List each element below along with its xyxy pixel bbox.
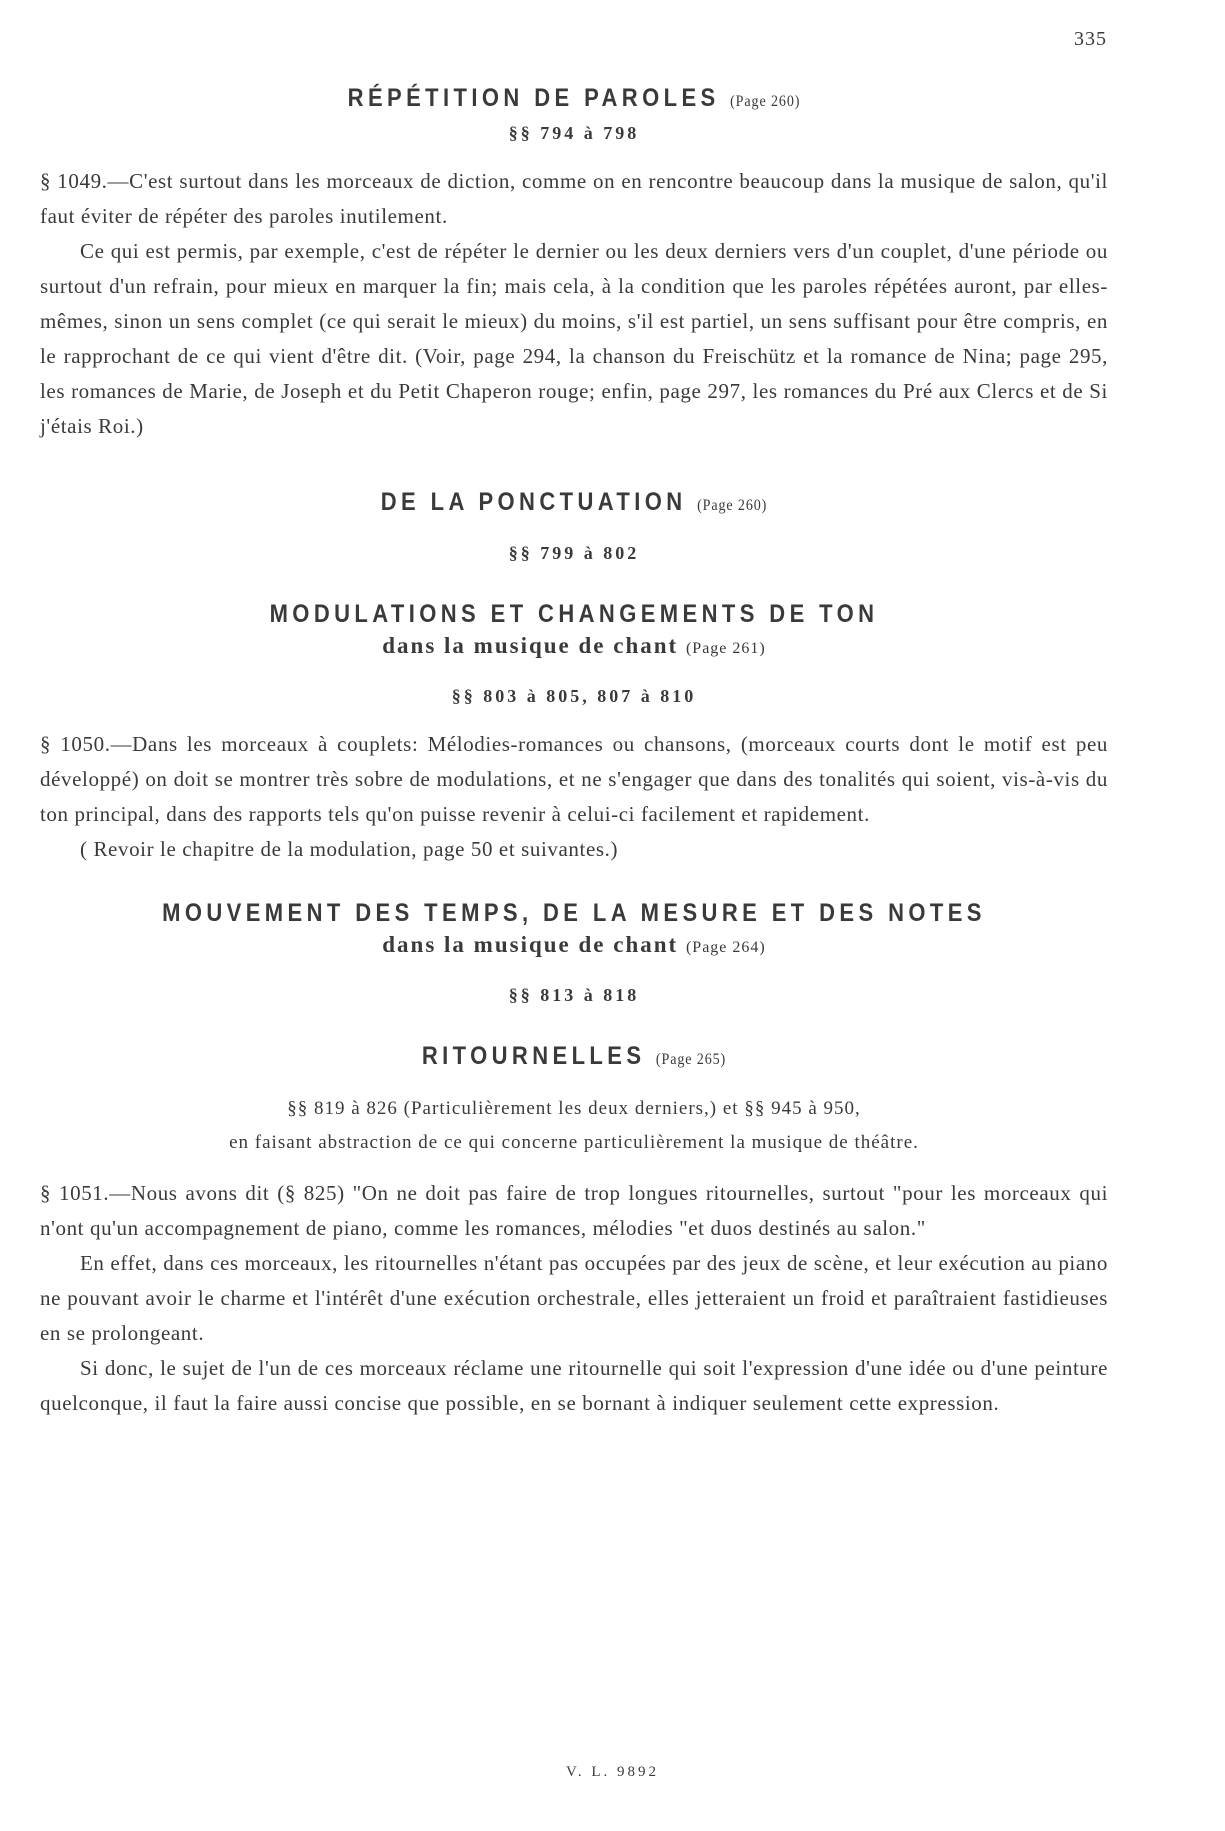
page-reference: (Page 260) <box>697 497 768 514</box>
section-title: MODULATIONS ET CHANGEMENTS DE TON <box>269 600 879 628</box>
section-subtitle <box>40 630 1108 665</box>
paragraph-reference: §§ 803 à 805, 807 à 810 <box>451 686 697 706</box>
section-heading-ponctuation <box>104 486 1044 522</box>
body-paragraph: § 1050.—Dans les morceaux à couplets: Mélodies-romances ou chansons, (morceaux courts dont le motif est peu développé) on doit se montrer très sobre de modulations, et ne s'engager que dans des tonalités qui soient, vis-à-vis du ton principal, dans des rapports tels qu'on puisse revenir à celui-ci facilement et rapidement. <box>40 732 1108 826</box>
section-title: RITOURNELLES <box>421 1042 646 1070</box>
section-title: DE LA PONCTUATION <box>380 488 687 516</box>
section-subtitle <box>40 929 1108 964</box>
section-title: RÉPÉTITION DE PAROLES <box>347 84 720 112</box>
paragraph-reference: §§ 813 à 818 <box>508 985 640 1005</box>
page-number: 335 <box>1074 28 1107 50</box>
page-reference: (Page 264) <box>685 939 766 956</box>
section-title: MOUVEMENT DES TEMPS, DE LA MESURE ET DES NOTES <box>162 899 986 927</box>
publisher-mark: V. L. 9892 <box>565 1764 660 1780</box>
body-paragraph: § 1051.—Nous avons dit (§ 825) "On ne doit pas faire de trop longues ritournelles, surtout "pour les morceaux qui n'ont qu'un accompagnement de piano, comme les romances, mélodies "et duos destinés au salon." <box>40 1181 1108 1240</box>
section-heading-mouvement <box>104 897 1044 929</box>
paragraph-reference: §§ 794 à 798 <box>508 123 640 143</box>
body-paragraph: § 1049.—C'est surtout dans les morceaux de diction, comme on en rencontre beaucoup dans la musique de salon, qu'il faut éviter de répéter des paroles inutilement. <box>40 169 1108 228</box>
page-reference: (Page 265) <box>655 1051 727 1068</box>
paragraph-reference: §§ 819 à 826 (Particulièrement les deux derniers,) et §§ 945 à 950, <box>287 1098 861 1119</box>
body-paragraph: ( Revoir le chapitre de la modulation, page 50 et suivantes.) <box>80 837 619 861</box>
body-paragraph: Si donc, le sujet de l'un de ces morceaux réclame une ritournelle qui soit l'expression d'une idée ou d'une peinture quelconque, il faut la faire aussi concise que possible, en se bornant à indiquer seulement cette expression. <box>40 1356 1108 1415</box>
subtitle-text: dans la musique de chant <box>382 633 679 658</box>
body-paragraph: Ce qui est permis, par exemple, c'est de répéter le dernier ou les deux derniers vers d'un couplet, d'une période ou surtout d'un refrain, pour mieux en marquer la fin; mais cela, à la condition que les paroles répétées auront, par elles-mêmes, sinon un sens complet (ce qui serait le mieux) du moins, s'il est partiel, un sens suffisant pour être compris, en le rapprochant de ce qui vient d'être dit. (Voir, page 294, la chanson du Freischütz et la romance de Nina; page 295, les romances de Marie, de Joseph et du Petit Chaperon rouge; enfin, page 297, les romances du Pré aux Clercs et de Si j'étais Roi.) <box>40 239 1108 438</box>
section-heading-modulations <box>104 598 1044 630</box>
paragraph-reference: §§ 799 à 802 <box>508 543 640 563</box>
section-heading-repetition <box>104 82 1044 118</box>
subtitle-text: dans la musique de chant <box>382 932 679 957</box>
page-reference: (Page 261) <box>685 640 766 657</box>
section-heading-ritournelles <box>104 1040 1044 1076</box>
page-content <box>40 82 1108 1421</box>
paragraph-reference-note: en faisant abstraction de ce qui concerne particulièrement la musique de théâtre. <box>229 1132 919 1153</box>
page-reference: (Page 260) <box>730 93 801 110</box>
body-paragraph: En effet, dans ces morceaux, les ritournelles n'étant pas occupées par des jeux de scène, et leur exécution au piano ne pouvant avoir le charme et l'intérêt d'une exécution orchestrale, elles jetteraient un froid et paraîtraient fastidieuses en se prolongeant. <box>40 1251 1108 1345</box>
